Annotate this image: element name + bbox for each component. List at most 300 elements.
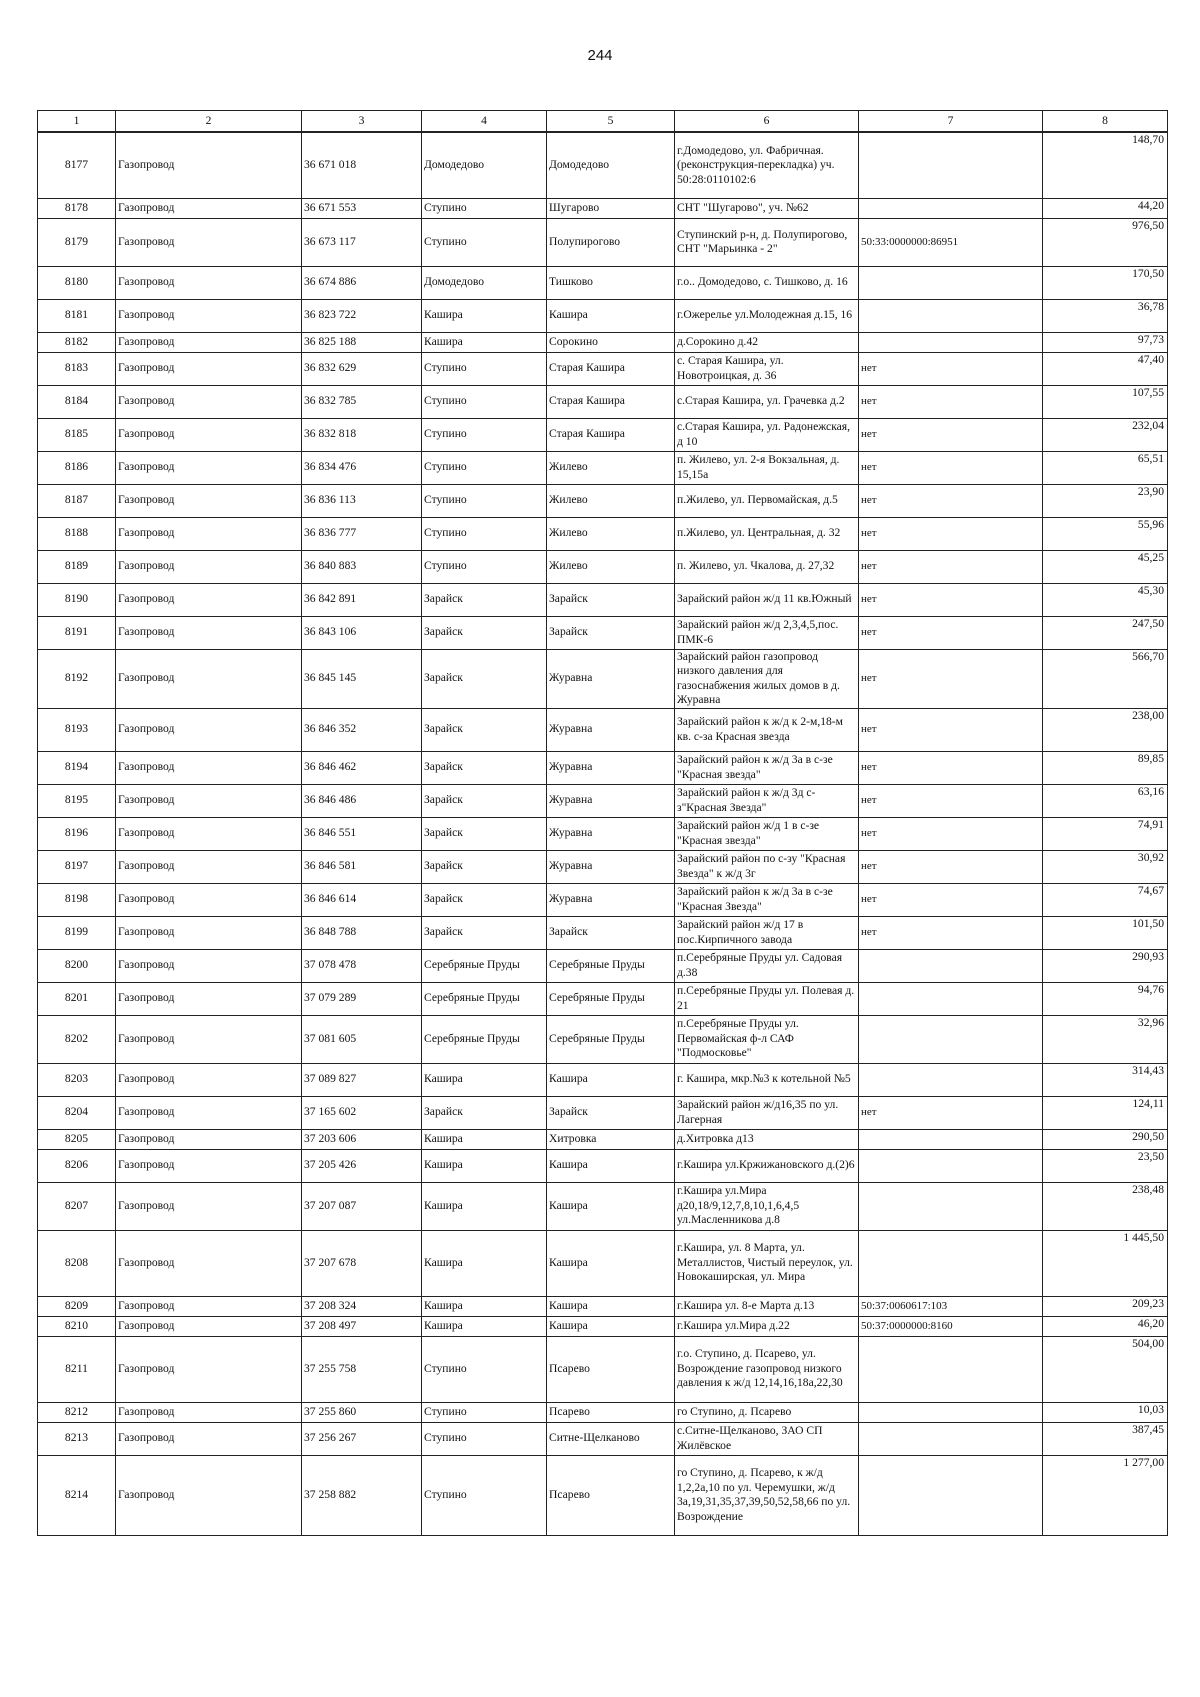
cadastral-number: нет — [859, 616, 1043, 649]
cadastral-number: 50:33:0000000:86951 — [859, 218, 1043, 266]
district: Серебряные Пруды — [422, 949, 547, 982]
cadastral-number: нет — [859, 916, 1043, 949]
object-type: Газопровод — [116, 1422, 302, 1455]
table-row — [38, 352, 1168, 385]
address: с.Старая Кашира, ул. Радонежская, д 10 — [675, 418, 859, 451]
district: Зарайск — [422, 883, 547, 916]
address: Зарайский район ж/д 1 в с-зе "Красная звезда" — [675, 817, 859, 850]
row-number: 8211 — [38, 1336, 116, 1402]
length-value: 45,30 — [1043, 583, 1168, 616]
object-type: Газопровод — [116, 850, 302, 883]
cadastral-number: нет — [859, 1096, 1043, 1129]
cadastral-number: нет — [859, 649, 1043, 708]
address: Зарайский район ж/д 2,3,4,5,пос. ПМК-6 — [675, 616, 859, 649]
object-type: Газопровод — [116, 883, 302, 916]
district: Зарайск — [422, 1096, 547, 1129]
locality: Журавна — [547, 708, 675, 751]
district: Зарайск — [422, 817, 547, 850]
length-value: 232,04 — [1043, 418, 1168, 451]
table-row — [38, 982, 1168, 1015]
length-value: 23,50 — [1043, 1149, 1168, 1182]
object-type: Газопровод — [116, 198, 302, 218]
length-value: 30,92 — [1043, 850, 1168, 883]
row-number: 8206 — [38, 1149, 116, 1182]
district: Кашира — [422, 1149, 547, 1182]
locality: Зарайск — [547, 1096, 675, 1129]
table-row — [38, 1129, 1168, 1149]
object-type: Газопровод — [116, 352, 302, 385]
length-value: 101,50 — [1043, 916, 1168, 949]
cadastral-number — [859, 1015, 1043, 1063]
object-code: 36 834 476 — [302, 451, 422, 484]
row-number: 8191 — [38, 616, 116, 649]
object-code: 37 255 860 — [302, 1402, 422, 1422]
locality: Старая Кашира — [547, 352, 675, 385]
column-header: 8 — [1043, 111, 1168, 133]
row-number: 8185 — [38, 418, 116, 451]
object-code: 36 846 614 — [302, 883, 422, 916]
address: Ступинский р-н, д. Полупирогово, СНТ "Марьинка - 2" — [675, 218, 859, 266]
row-number: 8201 — [38, 982, 116, 1015]
locality: Псарево — [547, 1336, 675, 1402]
address: с. Старая Кашира, ул. Новотроицкая, д. 36 — [675, 352, 859, 385]
cadastral-number: 50:37:0060617:103 — [859, 1296, 1043, 1316]
locality: Журавна — [547, 751, 675, 784]
cadastral-number — [859, 1149, 1043, 1182]
cadastral-number: нет — [859, 817, 1043, 850]
table-row — [38, 751, 1168, 784]
locality: Псарево — [547, 1455, 675, 1535]
row-number: 8195 — [38, 784, 116, 817]
cadastral-number — [859, 299, 1043, 332]
district: Зарайск — [422, 751, 547, 784]
object-code: 36 671 553 — [302, 198, 422, 218]
address: п.Серебряные Пруды ул. Полевая д. 21 — [675, 982, 859, 1015]
address: с.Ситне-Щелканово, ЗАО СП Жилёвское — [675, 1422, 859, 1455]
length-value: 314,43 — [1043, 1063, 1168, 1096]
address: г.о.. Домодедово, с. Тишково, д. 16 — [675, 266, 859, 299]
object-code: 37 079 289 — [302, 982, 422, 1015]
column-header: 4 — [422, 111, 547, 133]
cadastral-number — [859, 1422, 1043, 1455]
length-value: 290,50 — [1043, 1129, 1168, 1149]
locality: Ситне-Щелканово — [547, 1422, 675, 1455]
cadastral-number — [859, 949, 1043, 982]
object-type: Газопровод — [116, 218, 302, 266]
cadastral-number — [859, 332, 1043, 352]
object-code: 37 258 882 — [302, 1455, 422, 1535]
length-value: 97,73 — [1043, 332, 1168, 352]
row-number: 8186 — [38, 451, 116, 484]
table-row — [38, 949, 1168, 982]
address: с.Старая Кашира, ул. Грачевка д.2 — [675, 385, 859, 418]
table-row — [38, 418, 1168, 451]
cadastral-number — [859, 266, 1043, 299]
length-value: 148,70 — [1043, 132, 1168, 198]
length-value: 63,16 — [1043, 784, 1168, 817]
locality: Тишково — [547, 266, 675, 299]
row-number: 8182 — [38, 332, 116, 352]
cadastral-number — [859, 1455, 1043, 1535]
row-number: 8213 — [38, 1422, 116, 1455]
row-number: 8204 — [38, 1096, 116, 1129]
address: го Ступино, д. Псарево — [675, 1402, 859, 1422]
locality: Старая Кашира — [547, 385, 675, 418]
locality: Журавна — [547, 850, 675, 883]
locality: Домодедово — [547, 132, 675, 198]
object-type: Газопровод — [116, 1182, 302, 1230]
district: Ступино — [422, 550, 547, 583]
object-code: 36 842 891 — [302, 583, 422, 616]
object-type: Газопровод — [116, 583, 302, 616]
locality: Псарево — [547, 1402, 675, 1422]
object-code: 36 832 818 — [302, 418, 422, 451]
object-code: 37 208 324 — [302, 1296, 422, 1316]
district: Серебряные Пруды — [422, 1015, 547, 1063]
length-value: 976,50 — [1043, 218, 1168, 266]
address: д.Сорокино д.42 — [675, 332, 859, 352]
address: Зарайский район по с-зу "Красная Звезда" к ж/д 3г — [675, 850, 859, 883]
row-number: 8192 — [38, 649, 116, 708]
length-value: 209,23 — [1043, 1296, 1168, 1316]
row-number: 8194 — [38, 751, 116, 784]
object-type: Газопровод — [116, 517, 302, 550]
object-type: Газопровод — [116, 817, 302, 850]
length-value: 170,50 — [1043, 266, 1168, 299]
object-code: 36 846 462 — [302, 751, 422, 784]
row-number: 8189 — [38, 550, 116, 583]
table-row — [38, 1230, 1168, 1296]
length-value: 504,00 — [1043, 1336, 1168, 1402]
header-row — [38, 111, 1168, 133]
table-row — [38, 451, 1168, 484]
district: Кашира — [422, 1316, 547, 1336]
district: Ступино — [422, 352, 547, 385]
length-value: 1 277,00 — [1043, 1455, 1168, 1535]
table-row — [38, 550, 1168, 583]
address: д.Хитровка д13 — [675, 1129, 859, 1149]
locality: Кашира — [547, 1149, 675, 1182]
address: п.Серебряные Пруды ул. Первомайская ф-л САФ "Подмосковье" — [675, 1015, 859, 1063]
address: п. Жилево, ул. 2-я Вокзальная, д. 15,15а — [675, 451, 859, 484]
object-code: 36 840 883 — [302, 550, 422, 583]
object-type: Газопровод — [116, 982, 302, 1015]
address: г.о. Ступино, д. Псарево, ул. Возрождение газопровод низкого давления к ж/д 12,14,16,18а,22,30 — [675, 1336, 859, 1402]
length-value: 247,50 — [1043, 616, 1168, 649]
row-number: 8181 — [38, 299, 116, 332]
district: Ступино — [422, 1455, 547, 1535]
cadastral-number — [859, 982, 1043, 1015]
length-value: 238,48 — [1043, 1182, 1168, 1230]
district: Зарайск — [422, 850, 547, 883]
address: Зарайский район к ж/д 3д с-з"Красная Звезда" — [675, 784, 859, 817]
locality: Кашира — [547, 299, 675, 332]
object-type: Газопровод — [116, 418, 302, 451]
table-row — [38, 616, 1168, 649]
page-number: 244 — [587, 47, 613, 64]
address: Зарайский район к ж/д к 2-м,18-м кв. с-за Красная звезда — [675, 708, 859, 751]
length-value: 94,76 — [1043, 982, 1168, 1015]
column-header: 7 — [859, 111, 1043, 133]
cadastral-number: нет — [859, 784, 1043, 817]
row-number: 8179 — [38, 218, 116, 266]
object-code: 36 832 629 — [302, 352, 422, 385]
length-value: 74,67 — [1043, 883, 1168, 916]
locality: Журавна — [547, 649, 675, 708]
cadastral-number: нет — [859, 517, 1043, 550]
address: СНТ "Шугарово", уч. №62 — [675, 198, 859, 218]
locality: Зарайск — [547, 616, 675, 649]
object-type: Газопровод — [116, 1230, 302, 1296]
cadastral-number — [859, 1230, 1043, 1296]
cadastral-number: нет — [859, 708, 1043, 751]
table-row — [38, 1015, 1168, 1063]
length-value: 290,93 — [1043, 949, 1168, 982]
table-row — [38, 332, 1168, 352]
object-type: Газопровод — [116, 1296, 302, 1316]
address: г.Кашира ул.Кржижановского д.(2)6 — [675, 1149, 859, 1182]
table-row — [38, 1316, 1168, 1336]
row-number: 8196 — [38, 817, 116, 850]
row-number: 8197 — [38, 850, 116, 883]
locality: Кашира — [547, 1182, 675, 1230]
district: Зарайск — [422, 583, 547, 616]
table-row — [38, 883, 1168, 916]
object-type: Газопровод — [116, 1336, 302, 1402]
object-code: 36 825 188 — [302, 332, 422, 352]
cadastral-number — [859, 1063, 1043, 1096]
cadastral-number — [859, 1402, 1043, 1422]
address: г. Кашира, мкр.№3 к котельной №5 — [675, 1063, 859, 1096]
table-row — [38, 583, 1168, 616]
column-header: 2 — [116, 111, 302, 133]
row-number: 8193 — [38, 708, 116, 751]
object-code: 37 207 678 — [302, 1230, 422, 1296]
district: Зарайск — [422, 784, 547, 817]
object-code: 37 255 758 — [302, 1336, 422, 1402]
object-type: Газопровод — [116, 1316, 302, 1336]
locality: Кашира — [547, 1063, 675, 1096]
object-type: Газопровод — [116, 949, 302, 982]
object-type: Газопровод — [116, 751, 302, 784]
length-value: 46,20 — [1043, 1316, 1168, 1336]
object-type: Газопровод — [116, 1063, 302, 1096]
object-type: Газопровод — [116, 332, 302, 352]
address: г.Ожерелье ул.Молодежная д.15, 16 — [675, 299, 859, 332]
row-number: 8183 — [38, 352, 116, 385]
object-type: Газопровод — [116, 385, 302, 418]
table-row — [38, 1422, 1168, 1455]
district: Домодедово — [422, 132, 547, 198]
locality: Журавна — [547, 817, 675, 850]
cadastral-number: нет — [859, 883, 1043, 916]
address: п. Жилево, ул. Чкалова, д. 27,32 — [675, 550, 859, 583]
cadastral-number: 50:37:0000000:8160 — [859, 1316, 1043, 1336]
table-row — [38, 916, 1168, 949]
row-number: 8187 — [38, 484, 116, 517]
length-value: 44,20 — [1043, 198, 1168, 218]
cadastral-number — [859, 1182, 1043, 1230]
table-row — [38, 132, 1168, 198]
row-number: 8203 — [38, 1063, 116, 1096]
row-number: 8200 — [38, 949, 116, 982]
district: Зарайск — [422, 916, 547, 949]
length-value: 36,78 — [1043, 299, 1168, 332]
object-type: Газопровод — [116, 451, 302, 484]
district: Домодедово — [422, 266, 547, 299]
object-code: 36 674 886 — [302, 266, 422, 299]
length-value: 32,96 — [1043, 1015, 1168, 1063]
object-code: 36 843 106 — [302, 616, 422, 649]
district: Кашира — [422, 1296, 547, 1316]
cadastral-number: нет — [859, 550, 1043, 583]
row-number: 8180 — [38, 266, 116, 299]
length-value: 89,85 — [1043, 751, 1168, 784]
length-value: 23,90 — [1043, 484, 1168, 517]
object-type: Газопровод — [116, 132, 302, 198]
locality: Жилево — [547, 484, 675, 517]
row-number: 8184 — [38, 385, 116, 418]
district: Серебряные Пруды — [422, 982, 547, 1015]
locality: Шугарово — [547, 198, 675, 218]
row-number: 8198 — [38, 883, 116, 916]
object-code: 36 836 113 — [302, 484, 422, 517]
locality: Серебряные Пруды — [547, 982, 675, 1015]
district: Кашира — [422, 299, 547, 332]
district: Зарайск — [422, 708, 547, 751]
object-type: Газопровод — [116, 616, 302, 649]
object-type: Газопровод — [116, 1455, 302, 1535]
length-value: 387,45 — [1043, 1422, 1168, 1455]
address: г.Кашира, ул. 8 Марта, ул. Металлистов, Чистый переулок, ул. Новокаширская, ул. Мира — [675, 1230, 859, 1296]
cadastral-number: нет — [859, 451, 1043, 484]
object-code: 36 846 551 — [302, 817, 422, 850]
table-row — [38, 649, 1168, 708]
table-row — [38, 1149, 1168, 1182]
district: Кашира — [422, 1129, 547, 1149]
object-code: 37 078 478 — [302, 949, 422, 982]
district: Кашира — [422, 1182, 547, 1230]
row-number: 8207 — [38, 1182, 116, 1230]
address: Зарайский район к ж/д 3а в с-зе "Красная Звезда" — [675, 883, 859, 916]
object-code: 36 846 486 — [302, 784, 422, 817]
address: п.Жилево, ул. Первомайская, д.5 — [675, 484, 859, 517]
cadastral-number: нет — [859, 385, 1043, 418]
address: Зарайский район к ж/д 3а в с-зе "Красная звезда" — [675, 751, 859, 784]
locality: Жилево — [547, 550, 675, 583]
table-row — [38, 517, 1168, 550]
locality: Журавна — [547, 784, 675, 817]
address: Зарайский район ж/д 11 кв.Южный — [675, 583, 859, 616]
object-code: 37 081 605 — [302, 1015, 422, 1063]
table-row — [38, 708, 1168, 751]
locality: Жилево — [547, 517, 675, 550]
address: г.Кашира ул.Мира д20,18/9,12,7,8,10,1,6,4,5 ул.Масленникова д.8 — [675, 1182, 859, 1230]
table-row — [38, 817, 1168, 850]
column-header: 3 — [302, 111, 422, 133]
object-code: 36 671 018 — [302, 132, 422, 198]
length-value: 566,70 — [1043, 649, 1168, 708]
district: Кашира — [422, 1063, 547, 1096]
object-code: 36 836 777 — [302, 517, 422, 550]
column-header: 5 — [547, 111, 675, 133]
object-code: 37 205 426 — [302, 1149, 422, 1182]
locality: Зарайск — [547, 583, 675, 616]
length-value: 1 445,50 — [1043, 1230, 1168, 1296]
table-row — [38, 218, 1168, 266]
district: Ступино — [422, 385, 547, 418]
address: Зарайский район ж/д16,35 по ул. Лагерная — [675, 1096, 859, 1129]
object-type: Газопровод — [116, 299, 302, 332]
length-value: 47,40 — [1043, 352, 1168, 385]
district: Кашира — [422, 1230, 547, 1296]
locality: Жилево — [547, 451, 675, 484]
locality: Кашира — [547, 1296, 675, 1316]
address: п.Серебряные Пруды ул. Садовая д.38 — [675, 949, 859, 982]
row-number: 8202 — [38, 1015, 116, 1063]
cadastral-number — [859, 132, 1043, 198]
locality: Сорокино — [547, 332, 675, 352]
locality: Кашира — [547, 1316, 675, 1336]
length-value: 65,51 — [1043, 451, 1168, 484]
object-type: Газопровод — [116, 1129, 302, 1149]
object-code: 37 203 606 — [302, 1129, 422, 1149]
table-row — [38, 1336, 1168, 1402]
address: г.Кашира ул. 8-е Марта д.13 — [675, 1296, 859, 1316]
table-row — [38, 1296, 1168, 1316]
length-value: 124,11 — [1043, 1096, 1168, 1129]
table-row — [38, 299, 1168, 332]
row-number: 8210 — [38, 1316, 116, 1336]
address: г.Кашира ул.Мира д.22 — [675, 1316, 859, 1336]
table-row — [38, 198, 1168, 218]
table-row — [38, 1182, 1168, 1230]
object-code: 36 832 785 — [302, 385, 422, 418]
object-code: 37 089 827 — [302, 1063, 422, 1096]
district: Ступино — [422, 218, 547, 266]
column-header: 6 — [675, 111, 859, 133]
cadastral-number: нет — [859, 352, 1043, 385]
address: Зарайский район ж/д 17 в пос.Кирпичного завода — [675, 916, 859, 949]
object-code: 36 846 581 — [302, 850, 422, 883]
locality: Серебряные Пруды — [547, 949, 675, 982]
district: Ступино — [422, 1336, 547, 1402]
length-value: 45,25 — [1043, 550, 1168, 583]
object-code: 36 846 352 — [302, 708, 422, 751]
cadastral-number: нет — [859, 418, 1043, 451]
table-row — [38, 1096, 1168, 1129]
address: Зарайский район газопровод низкого давления для газоснабжения жилых домов в д. Журавна — [675, 649, 859, 708]
object-code: 36 845 145 — [302, 649, 422, 708]
column-header: 1 — [38, 111, 116, 133]
cadastral-number: нет — [859, 484, 1043, 517]
row-number: 8177 — [38, 132, 116, 198]
object-code: 36 848 788 — [302, 916, 422, 949]
district: Ступино — [422, 1402, 547, 1422]
cadastral-number — [859, 198, 1043, 218]
row-number: 8199 — [38, 916, 116, 949]
table-row — [38, 850, 1168, 883]
object-type: Газопровод — [116, 550, 302, 583]
object-type: Газопровод — [116, 784, 302, 817]
district: Кашира — [422, 332, 547, 352]
locality: Журавна — [547, 883, 675, 916]
object-type: Газопровод — [116, 708, 302, 751]
object-type: Газопровод — [116, 266, 302, 299]
locality: Серебряные Пруды — [547, 1015, 675, 1063]
row-number: 8209 — [38, 1296, 116, 1316]
object-code: 37 207 087 — [302, 1182, 422, 1230]
